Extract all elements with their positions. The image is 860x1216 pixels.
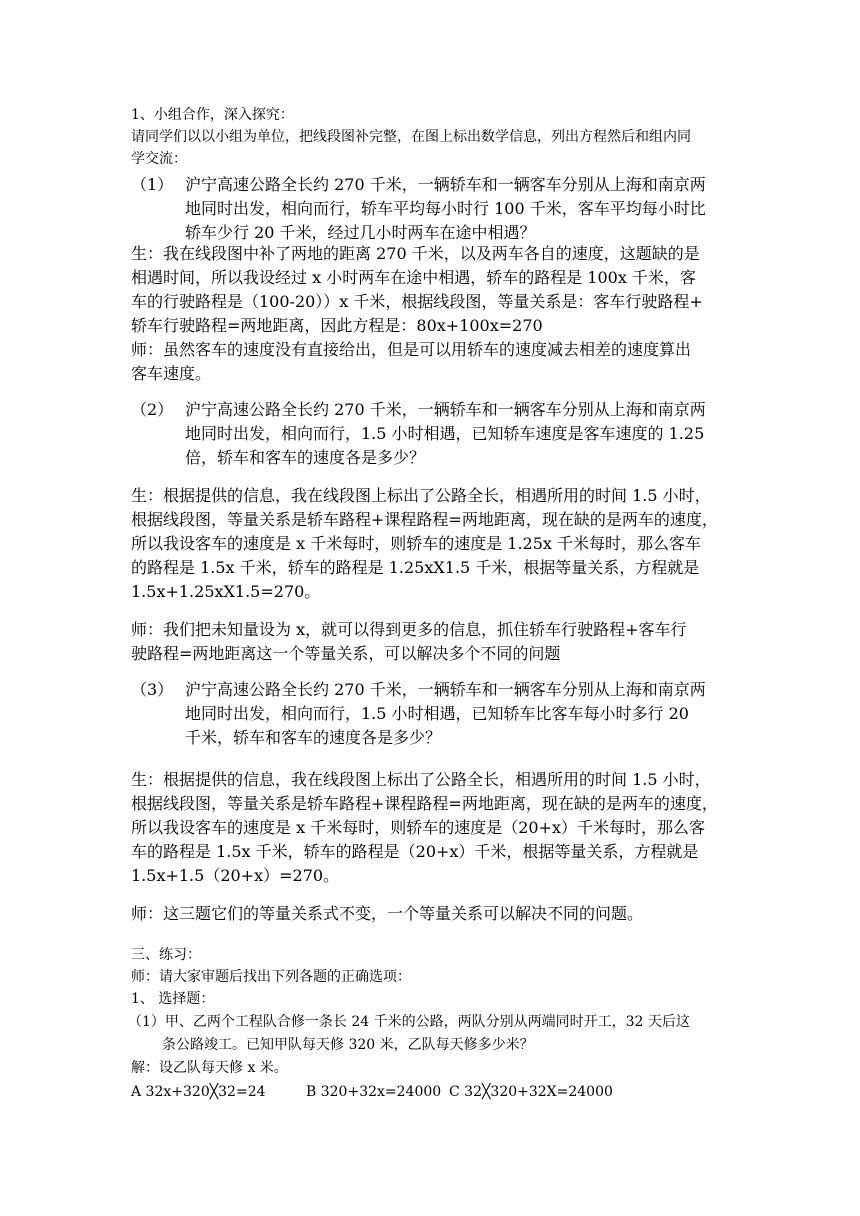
teacher-line: 师：虽然客车的速度没有直接给出，但是可以用轿车的速度减去相差的速度算出 bbox=[131, 340, 692, 359]
question1-options bbox=[131, 1081, 731, 1103]
problem1-number: （1） bbox=[131, 175, 174, 194]
problem3-teacher-comment bbox=[131, 902, 731, 926]
student-line: 生：我在线段图中补了两地的距离 270 千米，以及两车各自的速度，这题缺的是 bbox=[131, 244, 700, 263]
option-a: A 32x+320╳32=24 bbox=[131, 1084, 266, 1100]
problem1-line: 沪宁高速公路全长约 270 千米，一辆轿车和一辆客车分别从上海和南京两 bbox=[185, 175, 706, 194]
problem2-line: 地同时出发，相向而行，1.5 小时相遇，已知轿车速度是客车速度的 1.25 bbox=[185, 424, 705, 443]
student-line: 1.5x+1.5（20+x）=270。 bbox=[131, 866, 340, 885]
student-line: 轿车行驶路程=两地距离，因此方程是：80x+100x=270 bbox=[131, 316, 543, 335]
problem2-line: 沪宁高速公路全长约 270 千米，一辆轿车和一辆客车分别从上海和南京两 bbox=[185, 400, 706, 419]
student-line: 生：根据提供的信息，我在线段图上标出了公路全长，相遇所用的时间 1.5 小时， bbox=[131, 770, 711, 789]
student-line: 所以我设客车的速度是 x 千米每时，则轿车的速度是 1.25x 千米每时，那么客车 bbox=[131, 534, 702, 553]
teacher-line: 驶路程=两地距离这一个等量关系，可以解决多个不同的问题 bbox=[131, 644, 561, 663]
problem1-line: 地同时出发，相向而行，轿车平均每小时行 100 千米，客车平均每小时比 bbox=[185, 199, 706, 218]
problem2-teacher-comment bbox=[131, 618, 731, 666]
problem2-text bbox=[185, 398, 706, 470]
student-line: 的路程是 1.5x 千米，轿车的路程是 1.25xX1.5 千米，根据等量关系，方程就是 bbox=[131, 558, 700, 577]
student-line: 相遇时间，所以我设经过 x 小时两车在途中相遇，轿车的路程是 100x 千米，客 bbox=[131, 268, 696, 287]
section1-intro-line1: 请同学们以以小组为单位，把线段图补完整，在图上标出数学信息，列出方程然后和组内同 bbox=[131, 129, 691, 145]
student-line: 生：根据提供的信息，我在线段图上标出了公路全长，相遇所用的时间 1.5 小时， bbox=[131, 486, 711, 505]
problem3-line: 沪宁高速公路全长约 270 千米，一辆轿车和一辆客车分别从上海和南京两 bbox=[185, 680, 706, 699]
problem3-text bbox=[185, 678, 706, 750]
student-line: 车的行驶路程是（100-20））x 千米，根据线段图，等量关系是：客车行驶路程+ bbox=[131, 292, 703, 311]
problem3-student-answer bbox=[131, 768, 731, 888]
student-line: 车的路程是 1.5x 千米，轿车的路程是（20+x）千米，根据等量关系，方程就是 bbox=[131, 842, 699, 861]
teacher-line: 客车速度。 bbox=[131, 364, 212, 383]
section3-teacher-line: 师：请大家审题后找出下列各题的正确选项： bbox=[131, 969, 411, 985]
problem3-line: 地同时出发，相向而行，1.5 小时相遇，已知轿车比客车每小时多行 20 bbox=[185, 704, 689, 723]
problem2-line: 倍，轿车和客车的速度各是多少？ bbox=[185, 448, 426, 467]
problem3-line: 千米，轿车和客车的速度各是多少？ bbox=[185, 728, 442, 747]
student-line: 根据线段图，等量关系是轿车路程+课程路程=两地距离，现在缺的是两车的速度， bbox=[131, 794, 718, 813]
problem1-line: 轿车少行 20 千米，经过几小时两车在途中相遇？ bbox=[185, 223, 536, 242]
option-c: C 32╳320+32X=24000 bbox=[449, 1084, 613, 1100]
section1-heading: 1、小组合作，深入探究： bbox=[131, 107, 294, 123]
question1-solution: 解：设乙队每天修 x 米。 bbox=[131, 1060, 288, 1076]
option-b: B 320+32x=24000 bbox=[306, 1084, 442, 1100]
section3-heading: 三、练习： bbox=[131, 947, 201, 963]
question1-line2: 条公路竣工。已知甲队每天修 320 米，乙队每天修多少米？ bbox=[162, 1037, 534, 1053]
problem1-text bbox=[185, 173, 706, 245]
section3-sub-heading: 1、 选择题： bbox=[131, 991, 215, 1007]
problem2-number: （2） bbox=[131, 400, 174, 419]
teacher-line: 师：这三题它们的等量关系式不变，一个等量关系可以解决不同的问题。 bbox=[131, 904, 644, 923]
problem3-number: （3） bbox=[131, 680, 174, 699]
problem2-student-answer bbox=[131, 484, 731, 604]
student-line: 根据线段图，等量关系是轿车路程+课程路程=两地距离，现在缺的是两车的速度， bbox=[131, 510, 718, 529]
teacher-line: 师：我们把未知量设为 x，就可以得到更多的信息，抓住轿车行驶路程+客车行 bbox=[131, 620, 687, 639]
student-line: 1.5x+1.25xX1.5=270。 bbox=[131, 582, 321, 601]
question1-line1: （1）甲、乙两个工程队合修一条长 24 千米的公路，两队分别从两端同时开工，32 天后这 bbox=[128, 1014, 690, 1030]
problem1-student-answer bbox=[131, 242, 731, 386]
student-line: 所以我设客车的速度是 x 千米每时，则轿车的速度是（20+x）千米每时，那么客 bbox=[131, 818, 705, 837]
section1-intro-line2: 学交流： bbox=[131, 151, 187, 167]
